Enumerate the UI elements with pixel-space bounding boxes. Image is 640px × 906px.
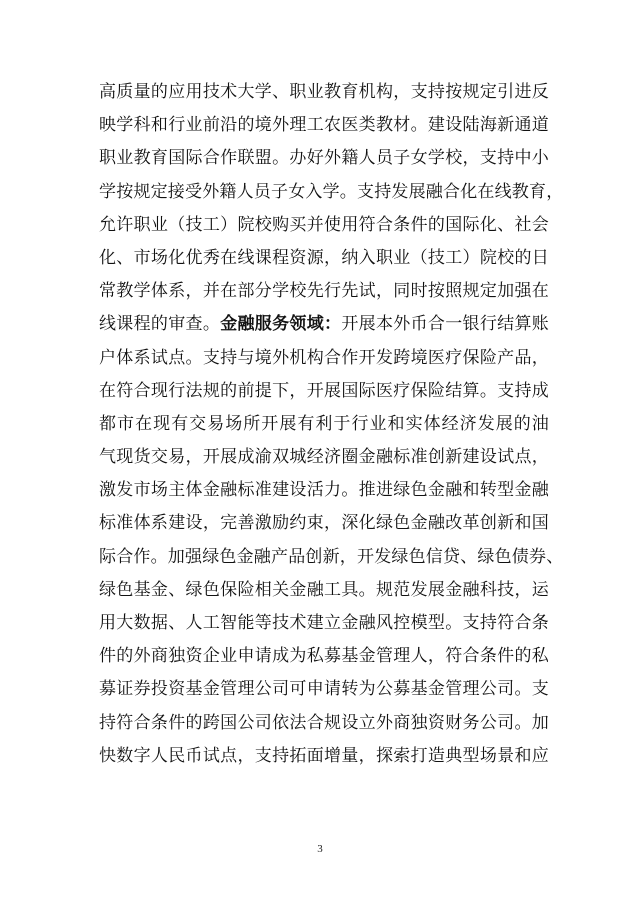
text-line: 气现货交易，开展成渝双城经济圈金融标准创新建设试点，	[99, 447, 549, 468]
text-line: 在符合现行法规的前提下，开展国际医疗保险结算。支持成	[99, 380, 549, 401]
text-segment: 线课程的审查。	[99, 314, 221, 335]
text-line: 户体系试点。支持与境外机构合作开发跨境医疗保险产品，	[99, 347, 549, 368]
section-heading-finance: 金融服务领域：	[220, 314, 342, 335]
text-line: 标准体系建设，完善激励约束，深化绿色金融改革创新和国	[99, 513, 549, 534]
text-line: 际合作。加强绿色金融产品创新，开发绿色信贷、绿色债券、	[99, 546, 564, 567]
text-line: 快数字人民币试点，支持拓面增量，探索打造典型场景和应	[99, 745, 549, 766]
text-line: 都市在现有交易场所开展有利于行业和实体经济发展的油	[99, 413, 549, 434]
page-number: 3	[317, 843, 323, 855]
text-line: 常教学体系，并在部分学校先行先试，同时按照规定加强在	[99, 281, 549, 302]
text-line: 学按规定接受外籍人员子女入学。支持发展融合化在线教育，	[99, 181, 564, 202]
text-line: 绿色基金、绿色保险相关金融工具。规范发展金融科技，运	[99, 579, 549, 600]
text-line: 激发市场主体金融标准建设活力。推进绿色金融和转型金融	[99, 480, 549, 501]
text-line: 化、市场化优秀在线课程资源，纳入职业（技工）院校的日	[99, 247, 549, 268]
text-line-with-heading	[99, 308, 549, 341]
body-paragraph	[99, 76, 564, 773]
text-line: 高质量的应用技术大学、职业教育机构，支持按规定引进反	[99, 82, 549, 102]
text-segment: 开展本外币合一银行结算账	[341, 314, 549, 335]
text-line: 允许职业（技工）院校购买并使用符合条件的国际化、社会	[99, 214, 549, 235]
text-line: 件的外商独资企业申请成为私募基金管理人，符合条件的私	[99, 646, 549, 667]
text-line: 持符合条件的跨国公司依法合规设立外商独资财务公司。加	[99, 712, 549, 733]
text-line: 映学科和行业前沿的境外理工农医类教材。建设陆海新通道	[99, 115, 549, 136]
text-line: 募证券投资基金管理公司可申请转为公募基金管理公司。支	[99, 679, 549, 700]
text-line: 用大数据、人工智能等技术建立金融风控模型。支持符合条	[99, 613, 549, 633]
text-line: 职业教育国际合作联盟。办好外籍人员子女学校，支持中小	[99, 148, 549, 169]
